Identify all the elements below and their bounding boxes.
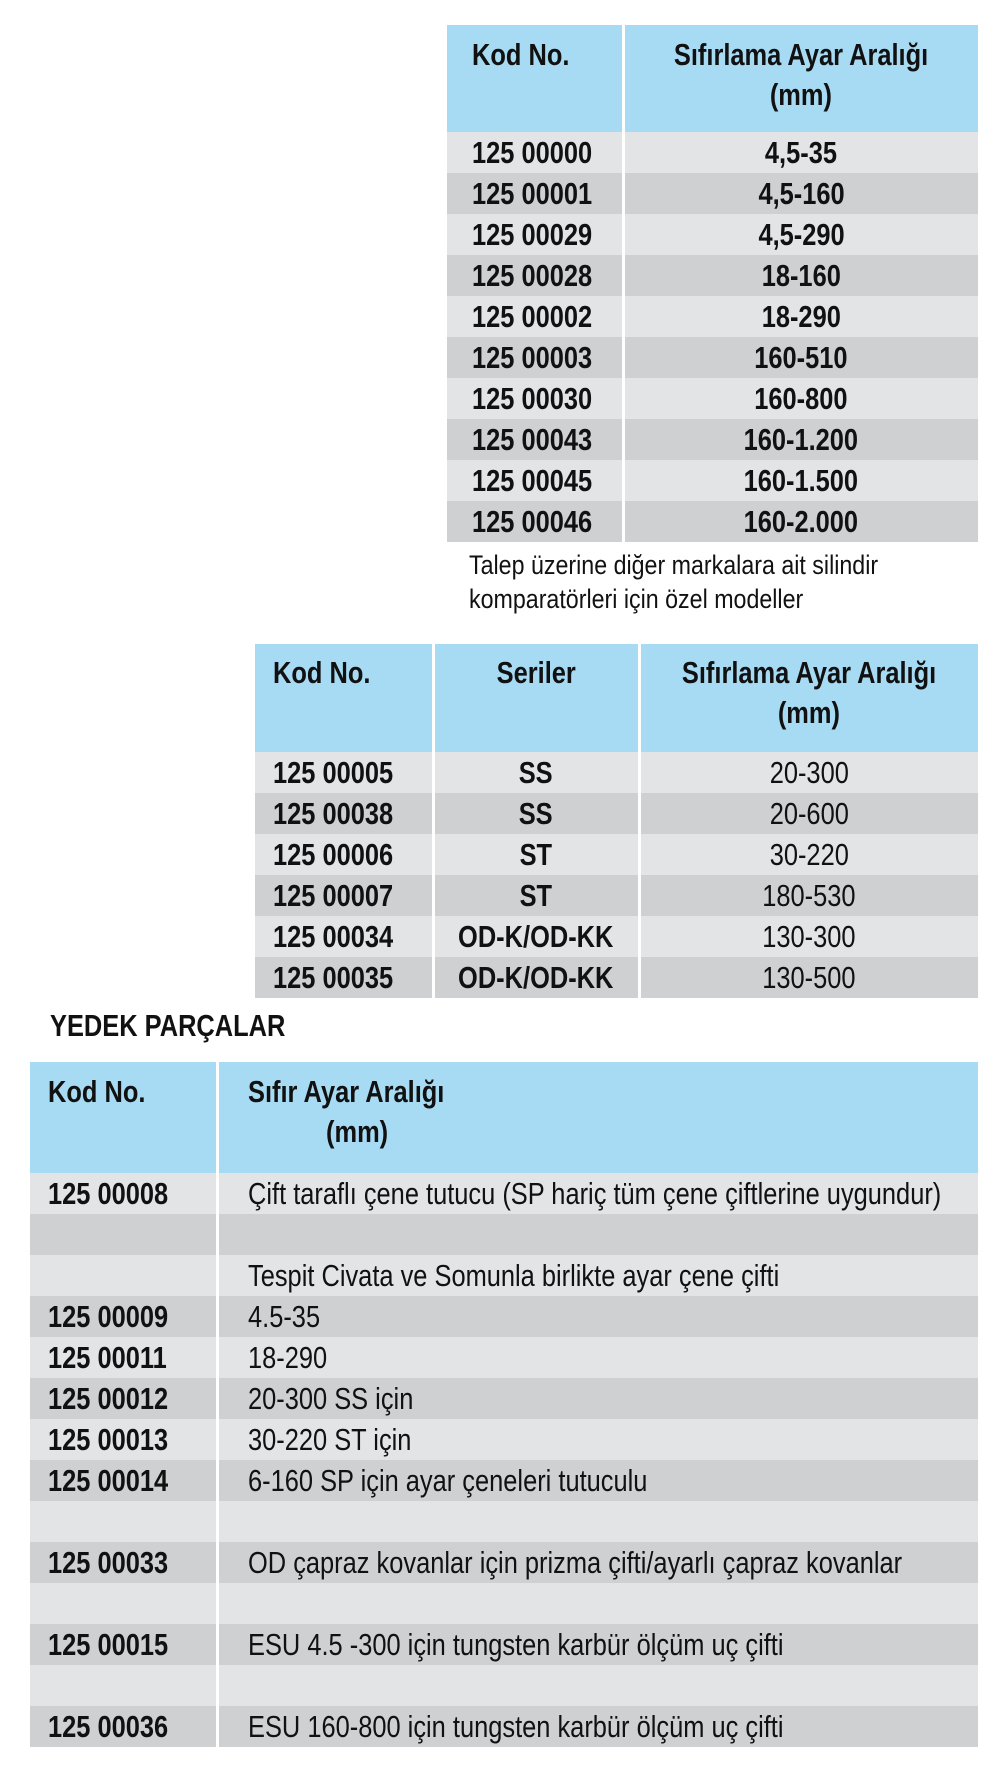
range-cell: 180-530 <box>762 877 856 913</box>
spare-parts-title: YEDEK PARÇALAR <box>50 1008 286 1043</box>
code-cell: 125 00009 <box>48 1298 169 1334</box>
description-cell: OD çapraz kovanlar için prizma çifti/ayarlı çapraz kovanlar <box>247 1544 902 1580</box>
header-code <box>30 1062 217 1173</box>
header-code-label: Kod No. <box>48 1074 146 1109</box>
table-row <box>30 1419 978 1460</box>
table-row <box>255 752 978 793</box>
table-header-row <box>447 25 978 132</box>
table-row <box>447 419 978 460</box>
table-row <box>30 1296 978 1337</box>
series-cell: SS <box>519 795 553 831</box>
code-cell: 125 00038 <box>273 795 394 831</box>
description-cell: 6-160 SP için ayar çeneleri tutuculu <box>247 1462 647 1498</box>
range-cell: 18-160 <box>761 257 841 293</box>
table-header-row <box>255 644 978 752</box>
range-cell: 160-800 <box>754 380 848 416</box>
header-range-unit: (mm) <box>770 77 833 112</box>
table-row <box>255 957 978 998</box>
header-range-label: Sıfırlama Ayar Aralığı <box>682 655 937 690</box>
series-cell: ST <box>519 836 553 872</box>
header-range <box>639 644 978 752</box>
table-row <box>30 1706 978 1747</box>
range-cell: 160-2.000 <box>744 503 859 539</box>
table-header-row <box>30 1062 978 1173</box>
code-cell: 125 00002 <box>472 298 593 334</box>
code-cell: 125 00043 <box>472 421 593 457</box>
code-cell: 125 00005 <box>273 754 394 790</box>
table-row <box>447 132 978 173</box>
table-row <box>30 1665 978 1706</box>
table-row <box>447 173 978 214</box>
code-cell: 125 00034 <box>273 918 394 954</box>
code-cell: 125 00029 <box>472 216 593 252</box>
code-cell: 125 00012 <box>48 1380 169 1416</box>
range-cell: 20-600 <box>769 795 849 831</box>
code-cell: 125 00028 <box>472 257 593 293</box>
header-range-unit: (mm) <box>778 695 841 730</box>
header-range-label: Sıfırlama Ayar Aralığı <box>674 37 929 72</box>
table-row <box>30 1583 978 1624</box>
range-cell: 160-1.200 <box>744 421 859 457</box>
note-line-1: Talep üzerine diğer markalara ait silindir <box>469 550 879 580</box>
table-row <box>255 793 978 834</box>
table-row <box>30 1255 978 1296</box>
range-cell: 4,5-35 <box>765 134 838 170</box>
table-row <box>30 1501 978 1542</box>
header-range-unit: (mm) <box>325 1114 388 1149</box>
header-code-label: Kod No. <box>472 37 570 72</box>
range-cell: 18-290 <box>761 298 841 334</box>
description-cell: ESU 4.5 -300 için tungsten karbür ölçüm uç çifti <box>247 1626 783 1662</box>
table-row <box>30 1460 978 1501</box>
table-row <box>447 255 978 296</box>
code-cell: 125 00000 <box>472 134 593 170</box>
series-cell: SS <box>519 754 553 790</box>
code-cell: 125 00013 <box>48 1421 169 1457</box>
range-cell: 160-1.500 <box>744 462 859 498</box>
description-cell: 18-290 <box>247 1339 327 1375</box>
code-cell: 125 00030 <box>472 380 593 416</box>
table-row <box>447 460 978 501</box>
range-cell: 130-300 <box>762 918 856 954</box>
code-cell: 125 00045 <box>472 462 593 498</box>
header-range <box>217 1062 978 1173</box>
table-row <box>30 1624 978 1665</box>
zero-setting-range-table <box>447 25 978 542</box>
series-cell: OD-K/OD-KK <box>458 959 614 995</box>
range-cell: 20-300 <box>769 754 849 790</box>
code-cell: 125 00006 <box>273 836 394 872</box>
table-row <box>30 1542 978 1583</box>
table-row <box>30 1173 978 1214</box>
header-series <box>433 644 639 752</box>
code-cell: 125 00011 <box>48 1339 167 1375</box>
code-cell: 125 00014 <box>48 1462 169 1498</box>
code-cell: 125 00008 <box>48 1175 169 1211</box>
header-series-label: Seriler <box>496 655 576 690</box>
description-cell: ESU 160-800 için tungsten karbür ölçüm uç çifti <box>247 1708 783 1744</box>
range-cell: 130-500 <box>762 959 856 995</box>
range-cell: 30-220 <box>769 836 849 872</box>
code-cell: 125 00015 <box>48 1626 169 1662</box>
table-row <box>255 834 978 875</box>
code-cell: 125 00007 <box>273 877 394 913</box>
special-models-note <box>469 548 878 616</box>
header-code-label: Kod No. <box>273 655 371 690</box>
table-row <box>255 875 978 916</box>
series-cell: ST <box>519 877 553 913</box>
code-cell: 125 00046 <box>472 503 593 539</box>
description-cell: 20-300 SS için <box>247 1380 413 1416</box>
table-row <box>447 378 978 419</box>
description-cell: Tespit Civata ve Somunla birlikte ayar çene çifti <box>247 1257 779 1293</box>
table-row <box>30 1378 978 1419</box>
range-cell: 160-510 <box>754 339 848 375</box>
series-range-table <box>255 644 978 998</box>
code-cell: 125 00036 <box>48 1708 169 1744</box>
table-row <box>30 1337 978 1378</box>
note-line-2: komparatörleri için özel modeller <box>469 584 804 614</box>
table-row <box>447 296 978 337</box>
code-cell: 125 00001 <box>472 175 593 211</box>
header-range <box>623 25 978 132</box>
code-cell: 125 00033 <box>48 1544 169 1580</box>
description-cell: 4.5-35 <box>247 1298 320 1334</box>
code-cell: 125 00003 <box>472 339 593 375</box>
table-row <box>447 214 978 255</box>
description-cell: 30-220 ST için <box>247 1421 411 1457</box>
range-cell: 4,5-290 <box>758 216 845 252</box>
description-cell: Çift taraflı çene tutucu (SP hariç tüm çene çiftlerine uygundur) <box>247 1175 941 1211</box>
table-row <box>30 1214 978 1255</box>
series-cell: OD-K/OD-KK <box>458 918 614 954</box>
code-cell: 125 00035 <box>273 959 394 995</box>
table-row <box>447 501 978 542</box>
spare-parts-table <box>30 1062 978 1747</box>
range-cell: 4,5-160 <box>758 175 845 211</box>
header-code <box>255 644 433 752</box>
header-range-label: Sıfır Ayar Aralığı <box>247 1074 444 1109</box>
table-row <box>255 916 978 957</box>
table-row <box>447 337 978 378</box>
header-code <box>447 25 623 132</box>
